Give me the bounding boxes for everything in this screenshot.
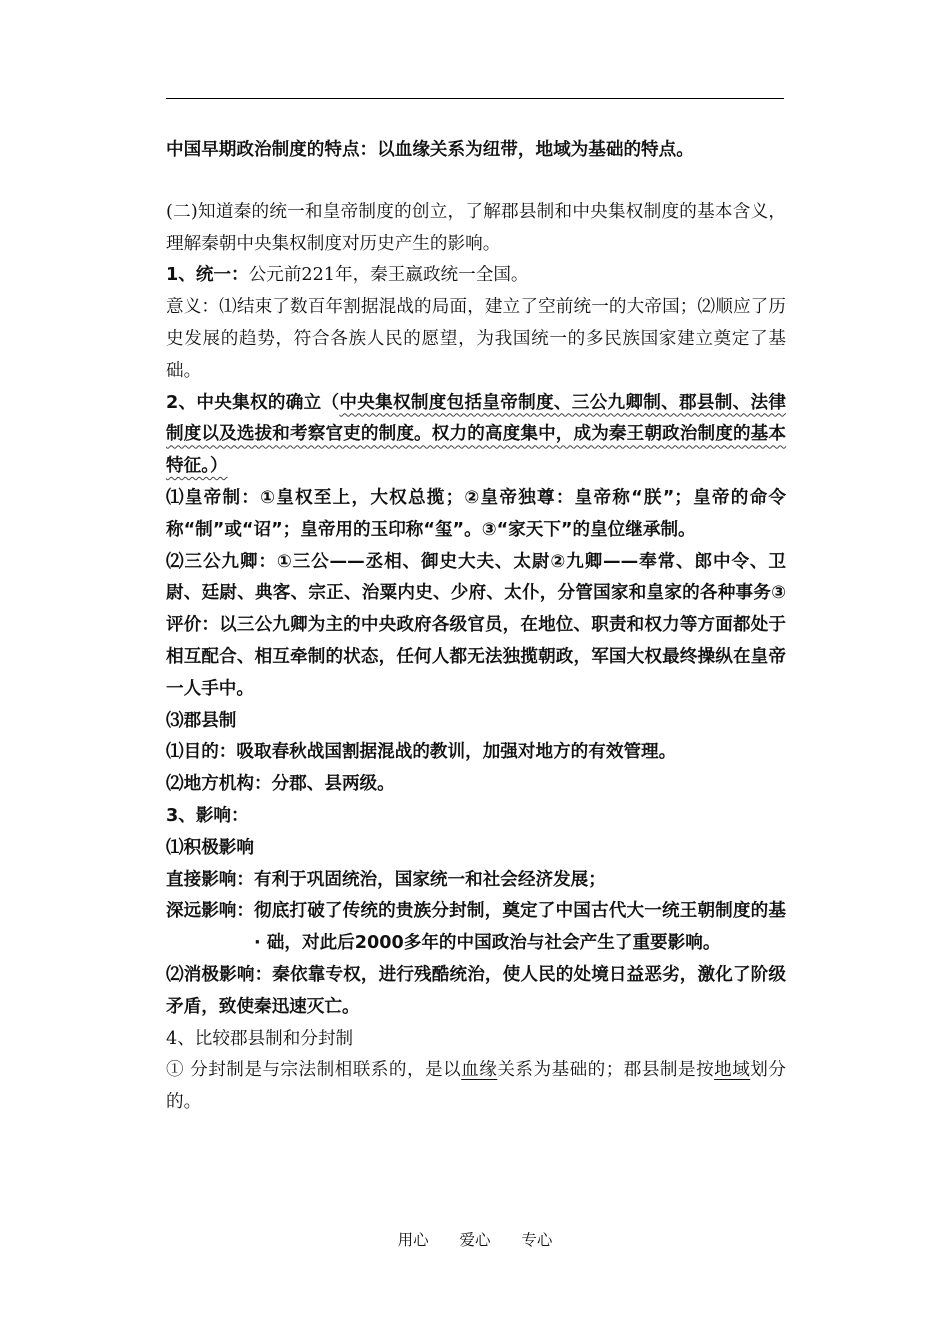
page-footer: 用心 爱心 专心 bbox=[397, 1231, 553, 1249]
direct-impact-text: 有利于巩固统治，国家统一和社会经济发展； bbox=[253, 869, 606, 890]
impact-title: 3、影响： bbox=[166, 805, 249, 826]
county-purpose: ⑴目的：吸取春秋战国割据混战的教训，加强对地方的有效管理。 bbox=[166, 742, 677, 763]
emperor-system: ⑴皇帝制：①皇权至上，大权总揽；②皇帝独尊：皇帝称“朕”；皇帝的命令称“制”或“诏”；皇帝用的玉印称“玺”。③“家天下”的皇位继承制。 bbox=[166, 487, 786, 540]
county-title: ⑶郡县制 bbox=[166, 710, 237, 731]
heading: 中国早期政治制度的特点：以血缘关系为纽带，地域为基础的特点。 bbox=[166, 140, 694, 160]
spacer bbox=[166, 167, 786, 197]
header-rule bbox=[166, 98, 784, 99]
compare-part-c: 关系为基础的；郡县制是按 bbox=[497, 1060, 715, 1081]
central-paragraph bbox=[166, 388, 786, 483]
compare-part-e: 划分的。 bbox=[166, 1060, 786, 1113]
far-impact-text: 彻底打破了传统的贵族分封制，奠定了中国古代大一统王朝制度的基· 础，对此后2000多年的中国政治与社会产生了重要影响。 bbox=[253, 901, 786, 954]
unify-paragraph bbox=[166, 260, 786, 292]
unify-label: 1、统一： bbox=[166, 265, 249, 286]
direct-impact bbox=[166, 865, 786, 897]
compare-point-1 bbox=[166, 1055, 786, 1119]
central-text: 中央集权制度包括皇帝制度、三公九卿制、郡县制、法律制度以及选拔和考察官吏的制度。权力的高度集中，成为秦王朝政治制度的基本特征。） bbox=[166, 392, 786, 477]
compare-title: 4、比较郡县制和分封制 bbox=[166, 1028, 354, 1049]
unify-text: 公元前221年，秦王嬴政统一全国。 bbox=[248, 265, 529, 286]
three-lords-nine-ministers: ⑵三公九卿：①三公——丞相、御史大夫、太尉②九卿——奉常、郎中令、卫尉、廷尉、典客、宗正、治粟内史、少府、太仆，分管国家和皇家的各种事务③评价：以三公九卿为主的中央政府各级官员，在地位、职责和权力等方面都处于相互配合、相互牵制的状态，任何人都无法独揽朝政，军国大权最终操纵在皇帝一人手中。 bbox=[166, 551, 786, 699]
negative-impact: ⑵消极影响：秦依靠专权，进行残酷统治，使人民的处境日益恶劣，激化了阶级矛盾，致使秦迅速灭亡。 bbox=[166, 964, 786, 1017]
document-body bbox=[166, 135, 786, 1119]
far-impact bbox=[166, 896, 786, 960]
section-intro: (二)知道秦的统一和皇帝制度的创立，了解郡县制和中央集权制度的基本含义，理解秦朝中央集权制度对历史产生的影响。 bbox=[166, 201, 786, 254]
county-organization: ⑵地方机构：分郡、县两级。 bbox=[166, 774, 395, 795]
direct-impact-label: 直接影响： bbox=[166, 869, 254, 890]
meaning-paragraph: 意义：⑴结束了数百年割据混战的局面，建立了空前统一的大帝国；⑵顺应了历史发展的趋势，符合各族人民的愿望，为我国统一的多民族国家建立奠定了基础。 bbox=[166, 297, 786, 381]
far-impact-label: 深远影响： bbox=[166, 901, 254, 922]
positive-impact-title: ⑴积极影响 bbox=[166, 837, 254, 858]
compare-part-a: ① 分封制是与宗法制相联系的，是以 bbox=[166, 1060, 462, 1081]
central-label: 2、中央集权的确立（ bbox=[166, 392, 340, 413]
compare-blood: 血缘 bbox=[461, 1060, 498, 1081]
compare-territory: 地域 bbox=[714, 1060, 751, 1081]
